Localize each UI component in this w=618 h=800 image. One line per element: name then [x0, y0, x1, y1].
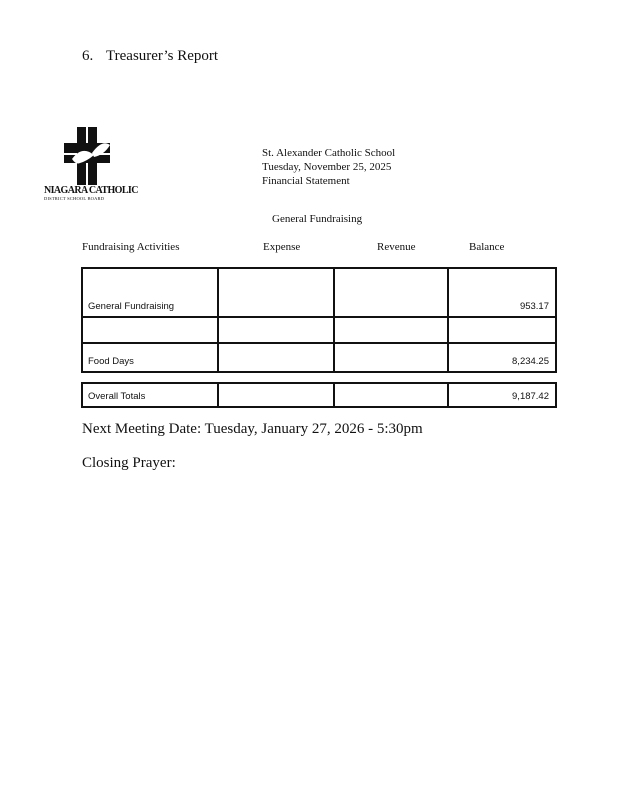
- column-header-expense: Expense: [263, 241, 301, 253]
- expense-cell: [218, 343, 334, 372]
- logo-subtitle: DISTRICT SCHOOL BOARD: [44, 196, 105, 201]
- activity-cell: [82, 317, 218, 343]
- statement-type: Financial Statement: [262, 175, 350, 187]
- balance-cell: 953.17: [448, 268, 556, 317]
- totals-expense: [218, 383, 334, 407]
- totals-balance: 9,187.42: [448, 383, 556, 407]
- school-info: [262, 146, 395, 188]
- closing-prayer: Closing Prayer:: [82, 455, 176, 471]
- activity-cell: Food Days: [82, 343, 218, 372]
- totals-revenue: [334, 383, 448, 407]
- totals-table: [81, 382, 555, 408]
- table-row: [82, 268, 556, 317]
- revenue-cell: [334, 343, 448, 372]
- report-heading: [82, 48, 218, 65]
- column-header-balance: Balance: [469, 241, 505, 253]
- school-name: St. Alexander Catholic School: [262, 147, 396, 159]
- revenue-cell: [334, 317, 448, 343]
- next-meeting-date: Next Meeting Date: Tuesday, January 27, 2026 - 5:30pm: [82, 421, 423, 437]
- activity-cell: General Fundraising: [82, 268, 218, 317]
- report-title: Treasurer’s Report: [106, 48, 219, 64]
- statement-date: Tuesday, November 25, 2025: [262, 161, 392, 173]
- table-row: [82, 317, 556, 343]
- revenue-cell: [334, 268, 448, 317]
- column-header-revenue: Revenue: [377, 241, 416, 253]
- section-title: General Fundraising: [272, 213, 363, 225]
- column-header-activities: Fundraising Activities: [82, 241, 180, 253]
- expense-cell: [218, 317, 334, 343]
- totals-label: Overall Totals: [82, 383, 218, 407]
- balance-cell: 8,234.25: [448, 343, 556, 372]
- balance-cell: [448, 317, 556, 343]
- logo-name: NIAGARA CATHOLIC: [44, 185, 138, 196]
- report-number: 6.: [82, 48, 94, 64]
- expense-cell: [218, 268, 334, 317]
- fundraising-table: [81, 267, 555, 373]
- totals-row: [82, 383, 556, 407]
- table-row: [82, 343, 556, 372]
